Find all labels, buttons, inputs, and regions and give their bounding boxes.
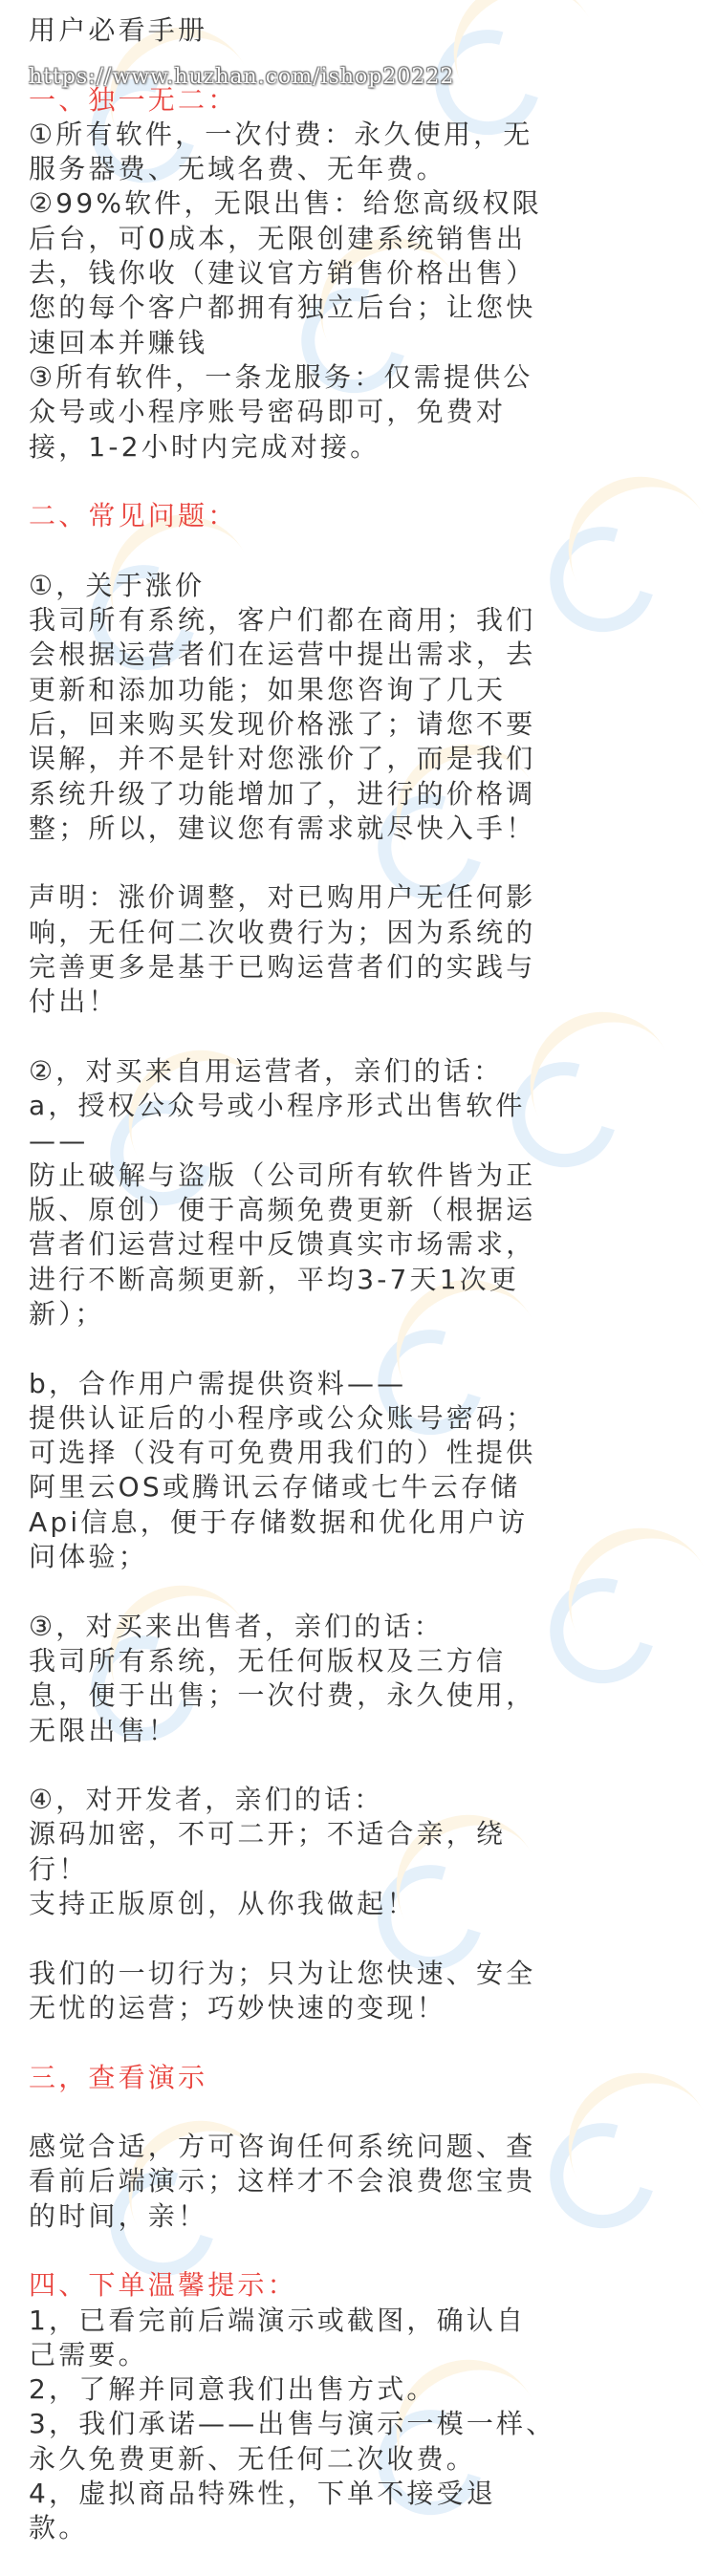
blank-line [29, 2025, 690, 2060]
text-line: 提供认证后的小程序或公众账号密码； [29, 1401, 536, 1434]
blank-line [29, 1331, 690, 1366]
blank-line [29, 465, 690, 499]
blank-line [29, 1921, 690, 1956]
text-line: 的时间，亲！ [29, 2199, 208, 2232]
text-line: ④，对开发者，亲们的话： [29, 1784, 384, 1816]
blank-line [29, 1020, 690, 1054]
text-line: 支持正版原创，从你我做起！ [29, 1888, 417, 1920]
text-line: 3，我们承诺——出售与演示一模一样、 [29, 2408, 556, 2440]
text-line: 后，回来购买发现价格涨了；请您不要 [29, 707, 536, 740]
text-line: b，合作用户需提供资料—— [29, 1367, 407, 1399]
text-line: 去，钱你收（建议官方销售价格出售） [29, 257, 536, 290]
text-line: 1，已看完前后端演示或截图，确认自 [29, 2304, 527, 2336]
text-line: 2，了解并同意我们出售方式。 [29, 2373, 437, 2406]
text-line: 速回本并赚钱 [29, 326, 208, 358]
blank-line [29, 1748, 690, 1783]
text-line: 众号或小程序账号密码即可，免费对 [29, 396, 507, 428]
text-line: ①所有软件，一次付费：永久使用，无 [29, 118, 533, 150]
text-line: 阿里云OS或腾讯云存储或七牛云存储 [29, 1471, 521, 1504]
text-line: 会根据运营者们在运营中提出需求，去 [29, 639, 536, 671]
text-line: 整；所以，建议您有需求就尽快入手！ [29, 812, 536, 844]
blank-line [29, 846, 690, 880]
text-line: 声明：涨价调整，对已购用户无任何影 [29, 881, 536, 914]
text-line: 息，便于出售；一次付费，永久使用， [29, 1679, 536, 1712]
text-line: 防止破解与盗版（公司所有软件皆为正 [29, 1158, 536, 1191]
text-line: 问体验； [29, 1541, 148, 1573]
text-line: ①，关于涨价 [29, 569, 206, 601]
text-line: 系统升级了功能增加了，进行的价格调 [29, 777, 536, 810]
text-line: ②，对买来自用运营者，亲们的话： [29, 1054, 504, 1087]
text-line: 永久免费更新、无任何二次收费。 [29, 2442, 477, 2475]
text-line: 更新和添加功能；如果您咨询了几天 [29, 673, 507, 705]
text-line: 己需要。 [29, 2338, 148, 2370]
text-line: 行！ [29, 1852, 89, 1885]
text-line: 感觉合适，方可咨询任何系统问题、查 [29, 2131, 536, 2163]
text-line: Api信息，便于存储数据和优化用户访 [29, 1505, 529, 1538]
text-line: ③所有软件，一条龙服务：仅需提供公 [29, 360, 533, 393]
blank-line [29, 533, 690, 568]
text-line: 进行不断高频更新，平均3-7天1次更 [29, 1263, 520, 1295]
text-line: 您的每个客户都拥有独立后台；让您快 [29, 292, 536, 324]
blank-line [29, 1574, 690, 1609]
text-line: 4，虚拟商品特殊性，下单不接受退 [29, 2478, 497, 2510]
text-line: 服务器费、无域名费、无年费。 [29, 153, 446, 185]
text-line: 新）； [29, 1297, 105, 1330]
text-line: 我司所有系统，无任何版权及三方信 [29, 1644, 507, 1677]
text-line: ②99%软件，无限出售：给您高级权限 [29, 187, 542, 220]
text-line: 我们的一切行为；只为让您快速、安全 [29, 1957, 536, 1989]
text-line: 可选择（没有可免费用我们的）性提供 [29, 1437, 536, 1469]
text-line: 我司所有系统，客户们都在商用；我们 [29, 604, 536, 637]
section-heading: 三，查看演示 [29, 2061, 208, 2093]
url-overlay: https://www.huzhan.com/ishop20222 [29, 65, 455, 89]
text-line: 营者们运营过程中反馈真实市场需求， [29, 1228, 536, 1261]
section-heading: 二、常见问题： [29, 500, 238, 532]
text-line: ③，对买来出售者，亲们的话： [29, 1610, 444, 1642]
text-line: 付出！ [29, 985, 119, 1018]
text-line: 源码加密，不可二开；不适合亲，绕 [29, 1818, 507, 1851]
text-line: 误解，并不是针对您涨价了，而是我们 [29, 743, 536, 775]
text-line: 接，1-2小时内完成对接。 [29, 430, 380, 463]
text-line: a，授权公众号或小程序形式出售软件 [29, 1090, 526, 1122]
text-line: 版、原创）便于高频免费更新（根据运 [29, 1194, 536, 1226]
text-line: 无忧的运营；巧妙快速的变现！ [29, 1991, 446, 2024]
text-line: 用户必看手册 [29, 14, 208, 46]
text-line: 完善更多是基于已购运营者们的实践与 [29, 951, 536, 984]
text-line: 看前后端演示；这样才不会浪费您宝贵 [29, 2165, 536, 2197]
text-line: 后台，可0成本，无限创建系统销售出 [29, 222, 527, 254]
blank-line [29, 2095, 690, 2130]
text-line: 无限出售！ [29, 1714, 179, 1746]
section-heading: 四、下单温馨提示： [29, 2269, 297, 2302]
section-heading: 一、独一无二： [29, 83, 238, 116]
text-line: 响，无任何二次收费行为；因为系统的 [29, 916, 536, 948]
text-line: 款。 [29, 2512, 89, 2544]
blank-line [29, 2234, 690, 2268]
text-line: —— [29, 1124, 89, 1157]
